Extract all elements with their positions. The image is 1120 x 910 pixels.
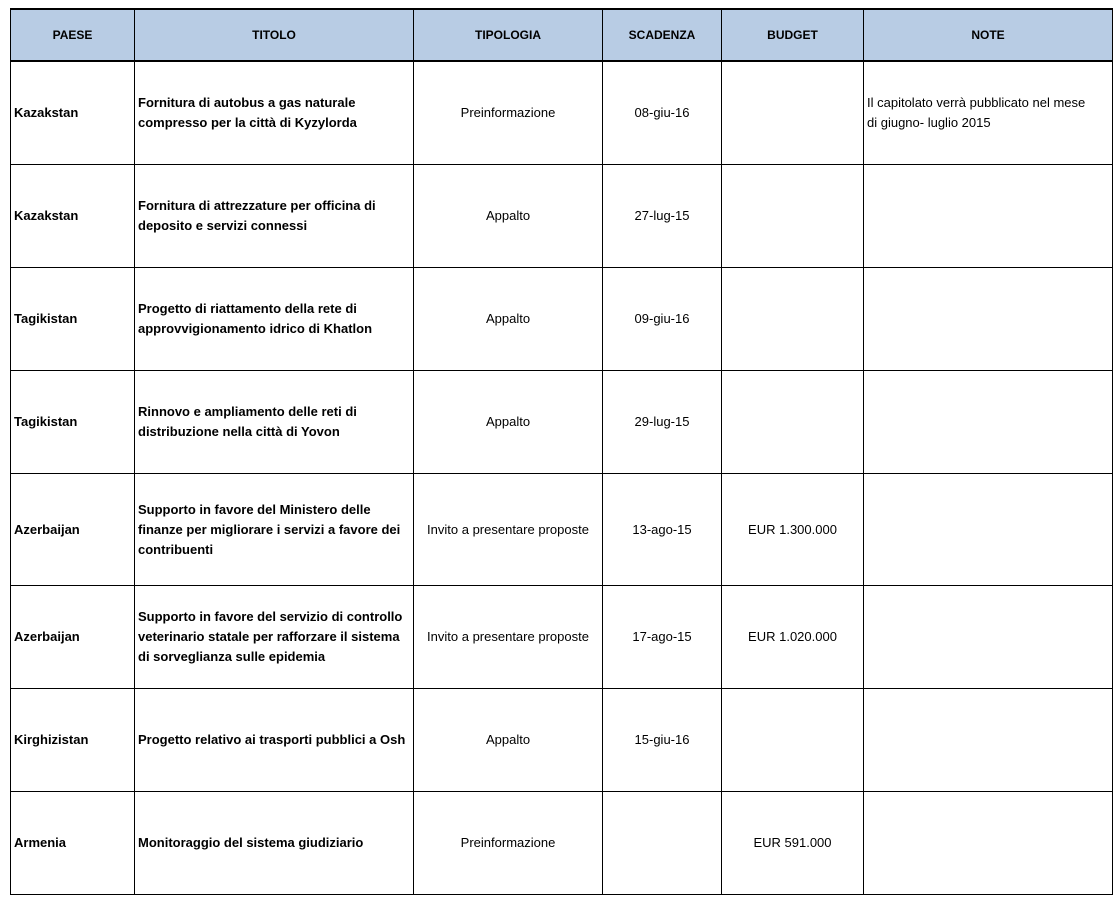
- cell-titolo: [135, 474, 414, 586]
- table-row: [11, 61, 1113, 165]
- header-titolo: TITOLO: [135, 9, 414, 61]
- cell-tipologia: [414, 165, 603, 268]
- header-tipologia: TIPOLOGIA: [414, 9, 603, 61]
- cell-tipologia: [414, 586, 603, 689]
- header-scadenza: SCADENZA: [603, 9, 722, 61]
- budget-text: EUR 591.000: [753, 835, 832, 850]
- cell-tipologia: [414, 371, 603, 474]
- titolo-line: di sorveglianza sulle epidemia: [138, 649, 326, 664]
- cell-scadenza: [603, 586, 722, 689]
- cell-tipologia: [414, 689, 603, 792]
- cell-paese: [11, 371, 135, 474]
- cell-paese: [11, 165, 135, 268]
- titolo-line: Fornitura di attrezzature per officina di: [138, 198, 376, 213]
- cell-note: [864, 792, 1113, 895]
- scadenza-text: 15-giu-16: [634, 732, 690, 747]
- cell-titolo: [135, 268, 414, 371]
- cell-scadenza: [603, 689, 722, 792]
- cell-titolo: [135, 586, 414, 689]
- cell-titolo: [135, 165, 414, 268]
- tipologia-text: Invito a presentare proposte: [427, 521, 589, 537]
- titolo-line: Supporto in favore del Ministero delle: [138, 501, 371, 517]
- table-row: [11, 371, 1113, 474]
- tipologia-text: Preinformazione: [460, 835, 556, 850]
- titolo-line: Fornitura di autobus a gas naturale: [138, 95, 356, 110]
- cell-budget: [722, 371, 864, 474]
- titolo-line: Progetto relativo ai trasporti pubblici a Osh: [138, 732, 406, 747]
- titolo-line: approvvigionamento idrico di Khatlon: [138, 321, 373, 336]
- cell-scadenza: [603, 61, 722, 165]
- cell-titolo: [135, 689, 414, 792]
- titolo-line: Progetto di riattamento della rete di: [138, 301, 357, 316]
- note-line: Il capitolato verrà pubblicato nel mese: [867, 95, 1086, 110]
- table-row: [11, 165, 1113, 268]
- cell-titolo: [135, 61, 414, 165]
- scadenza-text: 13-ago-15: [632, 521, 692, 537]
- header-note: NOTE: [864, 9, 1113, 61]
- cell-scadenza: [603, 792, 722, 895]
- paese-text: Kazakstan: [14, 105, 79, 120]
- cell-titolo: [135, 792, 414, 895]
- paese-text: Azerbaijan: [14, 629, 80, 644]
- scadenza-text: 29-lug-15: [634, 414, 690, 429]
- cell-paese: [11, 586, 135, 689]
- header-paese: PAESE: [11, 9, 135, 61]
- titolo-line: deposito e servizi connessi: [138, 218, 308, 233]
- scadenza-text: 17-ago-15: [632, 629, 692, 644]
- cell-scadenza: [603, 474, 722, 586]
- table-row: [11, 474, 1113, 586]
- table-row: [11, 792, 1113, 895]
- cell-note: [864, 586, 1113, 689]
- titolo-line: Rinnovo e ampliamento delle reti di: [138, 404, 357, 419]
- budget-text: EUR 1.300.000: [748, 521, 837, 537]
- cell-scadenza: [603, 268, 722, 371]
- header-budget: BUDGET: [722, 9, 864, 61]
- tipologia-text: Appalto: [485, 311, 531, 326]
- tenders-table: [10, 8, 1113, 895]
- cell-titolo: [135, 371, 414, 474]
- cell-note: [864, 689, 1113, 792]
- cell-budget: [722, 586, 864, 689]
- scadenza-text: 09-giu-16: [634, 311, 690, 326]
- cell-paese: [11, 689, 135, 792]
- table-row: [11, 268, 1113, 371]
- note-line: di giugno- luglio 2015: [867, 115, 991, 130]
- cell-paese: [11, 61, 135, 165]
- cell-note: [864, 61, 1113, 165]
- cell-tipologia: [414, 474, 603, 586]
- paese-text: Tagikistan: [14, 414, 78, 429]
- titolo-line: finanze per migliorare i servizi a favore dei: [138, 521, 401, 537]
- titolo-line: compresso per la città di Kyzylorda: [138, 115, 357, 130]
- paese-text: Kazakstan: [14, 208, 79, 223]
- cell-note: [864, 268, 1113, 371]
- scadenza-text: 27-lug-15: [634, 208, 690, 223]
- budget-text: EUR 1.020.000: [748, 629, 837, 644]
- paese-text: Azerbaijan: [14, 521, 80, 537]
- cell-paese: [11, 268, 135, 371]
- cell-budget: [722, 165, 864, 268]
- tipologia-text: Invito a presentare proposte: [427, 629, 589, 644]
- tipologia-text: Preinformazione: [460, 105, 556, 120]
- tipologia-text: Appalto: [485, 414, 531, 429]
- cell-scadenza: [603, 165, 722, 268]
- titolo-line: Supporto in favore del servizio di controllo: [138, 609, 403, 624]
- cell-budget: [722, 61, 864, 165]
- titolo-line: distribuzione nella città di Yovon: [138, 424, 340, 439]
- cell-tipologia: [414, 792, 603, 895]
- cell-note: [864, 371, 1113, 474]
- cell-budget: [722, 268, 864, 371]
- header-row: [11, 9, 1113, 61]
- cell-note: [864, 474, 1113, 586]
- table-row: [11, 586, 1113, 689]
- cell-note: [864, 165, 1113, 268]
- cell-budget: [722, 792, 864, 895]
- tipologia-text: Appalto: [485, 732, 531, 747]
- paese-text: Armenia: [14, 835, 67, 850]
- titolo-line: contribuenti: [138, 541, 214, 557]
- scadenza-text: 08-giu-16: [634, 105, 690, 120]
- cell-paese: [11, 474, 135, 586]
- table-row: [11, 689, 1113, 792]
- cell-budget: [722, 474, 864, 586]
- titolo-line: Monitoraggio del sistema giudiziario: [138, 835, 364, 850]
- cell-tipologia: [414, 61, 603, 165]
- paese-text: Kirghizistan: [14, 732, 89, 747]
- paese-text: Tagikistan: [14, 311, 78, 326]
- titolo-line: veterinario statale per rafforzare il sistema: [138, 629, 400, 644]
- cell-paese: [11, 792, 135, 895]
- cell-scadenza: [603, 371, 722, 474]
- tipologia-text: Appalto: [485, 208, 531, 223]
- cell-tipologia: [414, 268, 603, 371]
- cell-budget: [722, 689, 864, 792]
